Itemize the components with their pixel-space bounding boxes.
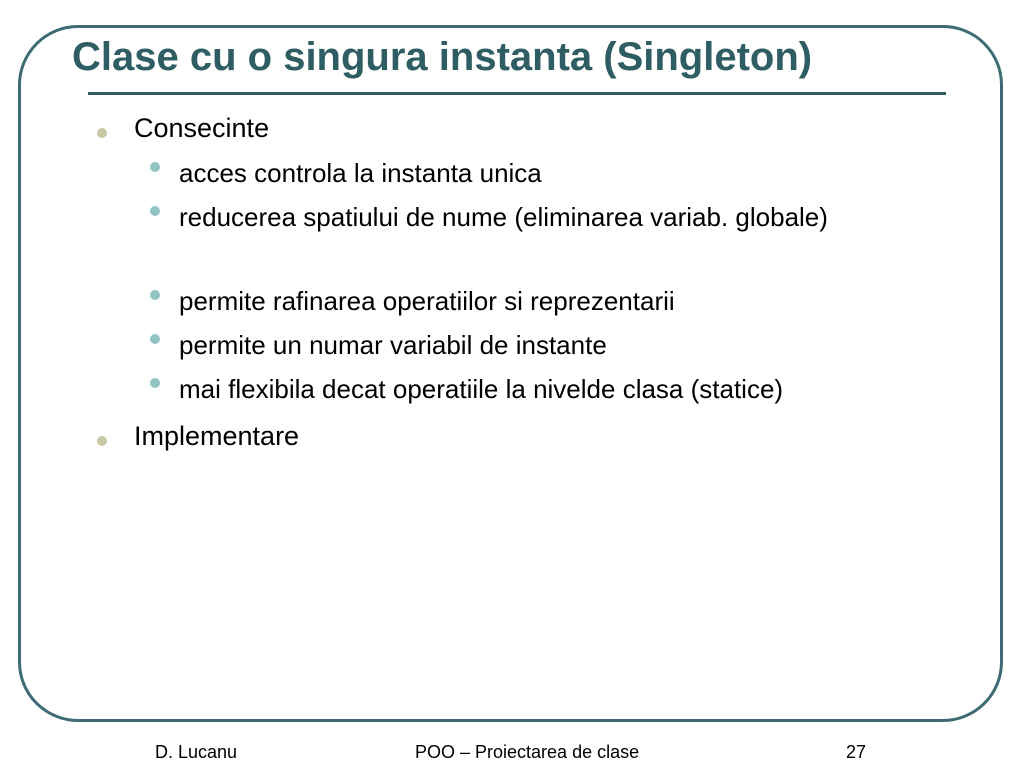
bullet-dot-icon — [150, 206, 160, 216]
list-item: permite rafinarea operatiilor si reprezentarii — [179, 286, 675, 316]
bullet-dot-icon — [97, 436, 107, 446]
list-item-implementare: Implementare — [134, 421, 300, 451]
list-item: permite un numar variabil de instante — [179, 330, 607, 360]
footer-author: D. Lucanu — [155, 742, 238, 762]
bullet-dot-icon — [150, 290, 160, 300]
list-item: acces controla la instanta unica — [179, 158, 542, 188]
bullet-dot-icon — [150, 378, 160, 388]
footer-course: POO – Proiectarea de clase — [415, 742, 640, 762]
slide-title: Clase cu o singura instanta (Singleton) — [72, 35, 813, 79]
page-number: 27 — [846, 742, 867, 762]
bullet-dot-icon — [97, 128, 107, 138]
bullet-dot-icon — [150, 162, 160, 172]
bullet-dot-icon — [150, 334, 160, 344]
list-item-consecinte: Consecinte — [134, 113, 270, 143]
list-item: reducerea spatiului de nume (eliminarea variab. globale) — [179, 202, 828, 232]
list-item: mai flexibila decat operatiile la nivelde clasa (statice) — [179, 374, 784, 404]
